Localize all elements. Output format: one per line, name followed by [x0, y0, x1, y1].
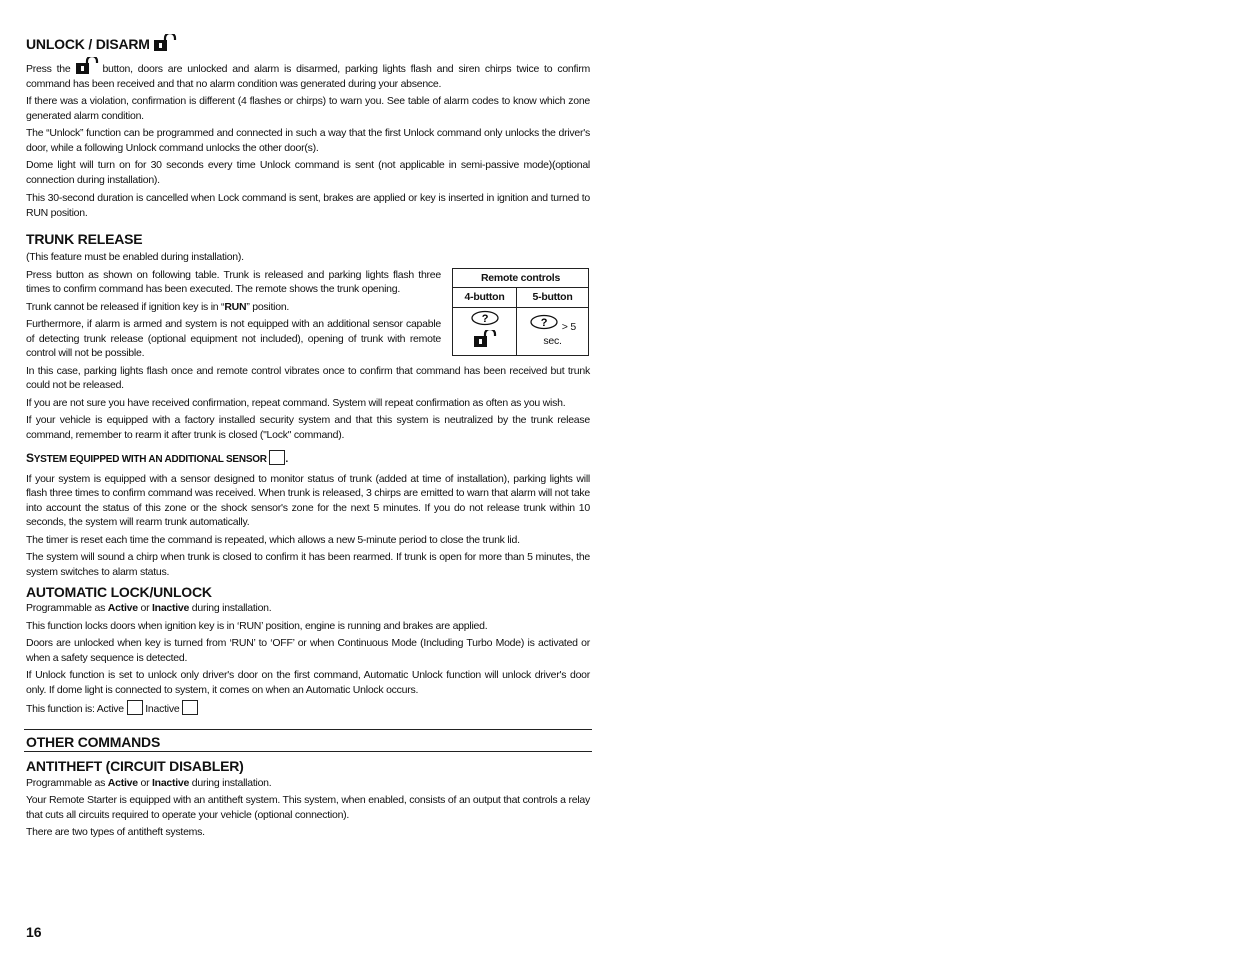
trunk-para-6: If your vehicle is equipped with a factory installed security system and that this system is neutralized by the trunk release command, remember to rearm it after trunk is closed ("Lock" command). — [26, 414, 590, 441]
sensor-para-2: The timer is reset each time the command is repeated, which allows a new 5-minute period to close the trunk lid. — [26, 533, 520, 546]
question-icon — [470, 312, 500, 329]
trunk-note: (This feature must be enabled during installation). — [26, 251, 244, 263]
divider-top — [24, 729, 592, 730]
unlock-icon — [153, 34, 175, 50]
trunk-para-4: In this case, parking lights flash once and remote control vibrates once to confirm that command has been received but trunk could not be released. — [26, 364, 590, 391]
divider-bottom — [24, 751, 592, 752]
autolock-function-status: This function is: Active Inactive — [26, 700, 590, 717]
antitheft-heading: ANTITHEFT (CIRCUIT DISABLER) — [26, 757, 244, 774]
col-4-button: 4-button — [453, 288, 517, 308]
question-icon — [529, 316, 562, 333]
trunk-para-2: Trunk cannot be released if ignition key is in “RUN” position. — [26, 300, 290, 313]
col-5-button: 5-button — [517, 288, 589, 308]
page-number: 16 — [26, 924, 42, 940]
cell-5-button — [517, 307, 589, 355]
antitheft-para-1: Your Remote Starter is equipped with an antitheft system. This system, when enabled, consists of an output that controls a relay that cuts all circuits required to operate your vehicle (optional connection). — [26, 794, 590, 821]
svg-text:?: ? — [481, 312, 488, 325]
unlock-para-4: Dome light will turn on for 30 seconds every time Unlock command is sent (not applicable in semi-passive mode)(optional connection during installation). — [26, 159, 590, 186]
autolock-heading: AUTOMATIC LOCK/UNLOCK — [26, 584, 212, 600]
trunk-para-1: Press button as shown on following table. Trunk is released and parking lights flash three times to confirm command has been executed. The remote shows the trunk opening. — [26, 268, 441, 295]
unlock-para-1: Press the button, doors are unlocked and alarm is disarmed, parking lights flash and siren chirps twice to confirm command has been received and that no alarm condition was generated during your absence. — [26, 57, 590, 91]
other-commands-heading: OTHER COMMANDS — [26, 733, 161, 750]
trunk-text-column — [26, 268, 441, 361]
remote-controls-header: Remote controls — [453, 268, 589, 288]
inactive-checkbox[interactable] — [182, 700, 198, 715]
trunk-block — [26, 268, 590, 361]
svg-text:?: ? — [540, 316, 548, 329]
sensor-heading: SYSTEM EQUIPPED WITH AN ADDITIONAL SENSOR . — [26, 451, 289, 465]
unlock-para-2: If there was a violation, confirmation is different (4 flashes or chirps) to warn you. See table of alarm codes to know which zone generated alarm condition. — [26, 95, 590, 122]
unlock-para-3: The “Unlock” function can be programmed and connected in such a way that the first Unlock command only unlocks the driver's door, while a following Unlock command unlocks the other door(s). — [26, 127, 590, 154]
manual-page — [26, 28, 590, 843]
antitheft-para-2: There are two types of antitheft systems. — [26, 826, 205, 838]
sensor-checkbox[interactable] — [269, 450, 285, 465]
autolock-para-3: If Unlock function is set to unlock only driver's door on the first command, Automatic Unlock function will unlock driver's door only. If dome light is connected to system, it comes on when an Automatic Unlock occurs. — [26, 669, 590, 696]
unlock-heading — [26, 34, 590, 53]
unlock-icon — [473, 339, 497, 351]
autolock-para-1: This function locks doors when ignition key is in ‘RUN’ position, engine is running and brakes are applied. — [26, 619, 488, 632]
autolock-programmable: Programmable as Active or Inactive during installation. — [26, 602, 272, 614]
sensor-para-1: If your system is equipped with a sensor designed to monitor status of trunk (added at time of installation), parking lights will flash three times to confirm command was received. When trunk is released, 3 chirps are emitted to warn that alarm will not take into account the status of this zone or the shock sensor's zone for the next 5 minutes. If you do not release trunk within 10 seconds, the system will rearm trunk automatically. — [26, 472, 590, 528]
active-checkbox[interactable] — [127, 700, 143, 715]
cell-4-button — [453, 307, 517, 355]
unlock-para-5: This 30-second duration is cancelled when Lock command is sent, brakes are applied or key is inserted in ignition and turned to RUN position. — [26, 192, 590, 219]
antitheft-programmable: Programmable as Active or Inactive during installation. — [26, 776, 272, 789]
trunk-para-5: If you are not sure you have received confirmation, repeat command. System will repeat confirmation as often as you wish. — [26, 396, 566, 409]
remote-controls-table — [452, 268, 589, 356]
autolock-para-2: Doors are unlocked when key is turned from ‘RUN’ to ‘OFF’ or when Continuous Mode (Including Turbo Mode) is activated or when a safety sequence is detected. — [26, 637, 590, 664]
unlock-icon — [75, 57, 97, 73]
trunk-heading: TRUNK RELEASE — [26, 231, 143, 247]
trunk-para-3: Furthermore, if alarm is armed and system is not equipped with an additional sensor capable of detecting trunk release (optional equipment not included), opening of trunk with remote control will not be possible. — [26, 318, 441, 359]
unlock-title: UNLOCK / DISARM — [26, 36, 150, 52]
sensor-para-3: The system will sound a chirp when trunk is closed to confirm it has been rearmed. If trunk is open for more than 5 minutes, the system switches to alarm status. — [26, 551, 590, 578]
duration-label: > 5 sec. — [543, 320, 576, 347]
